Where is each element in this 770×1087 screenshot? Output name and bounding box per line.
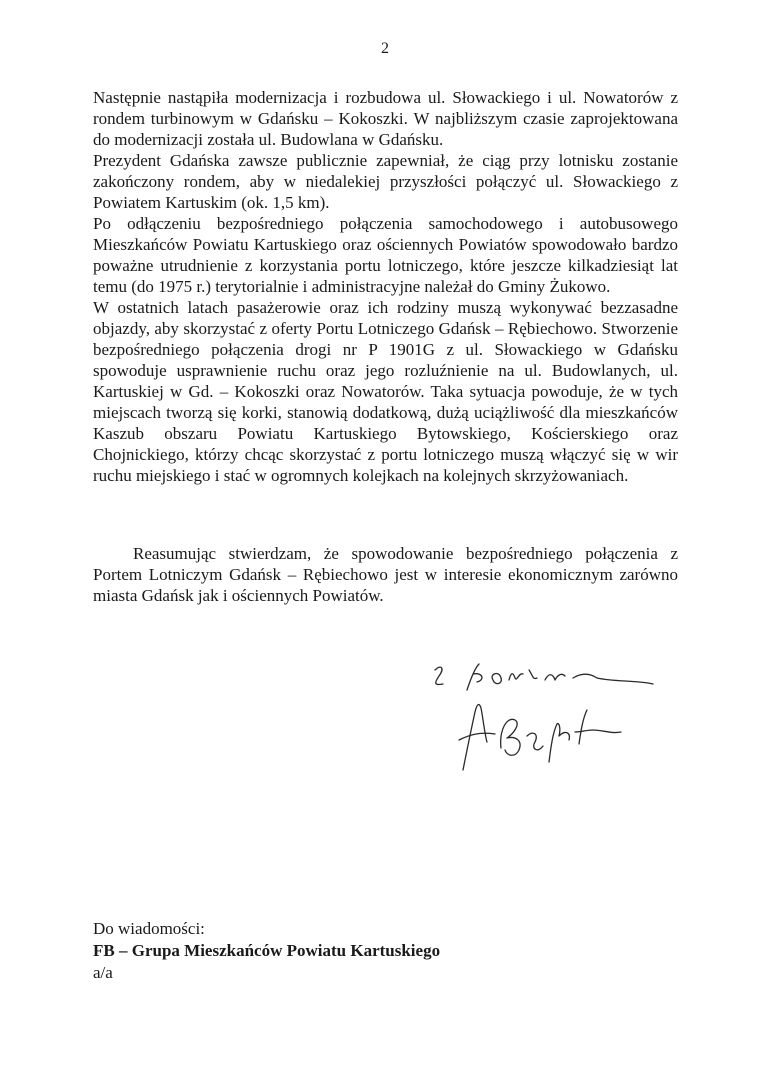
cc-file-note: a/a xyxy=(93,963,113,982)
cc-heading: Do wiadomości: xyxy=(93,919,205,938)
paragraph: W ostatnich latach pasażerowie oraz ich rodziny muszą wykonywać bezzasadne objazdy, aby skorzystać z oferty Portu Lotniczego Gdańsk – Rębiechowo. Stworzenie bezpośredniego połączenia drogi nr P 1901G z ul. Słowackiego w Gdańsku spowoduje usprawnienie ruchu oraz jego rozluźnienie na ul. Budowlanych, ul. Kartuskiej w Gd. – Kokoszki oraz Nowatorów. Taka sytuacja powoduje, że w tych miejscach tworzą się korki, stanowią dodatkową, dużą uciążliwość dla mieszkańców Kaszub obszaru Powiatu Kartuskiego Bytowskiego, Kościerskiego oraz Chojnickiego, którzy chcąc skorzystać z portu lotniczego muszą włączyć się w wir ruchu miejskiego i stać w ogromnych kolejkach na kolejnych skrzyżowaniach. xyxy=(93,298,678,485)
paragraph: Po odłączeniu bezpośredniego połączenia samochodowego i autobusowego Mieszkańców Powiatu Kartuskiego oraz ościennych Powiatów spowodowało bardzo poważne utrudnienie z korzystania portu lotniczego, które jeszcze kilkadziesiąt lat temu (do 1975 r.) terytorialnie i administracyjne należał do Gminy Żukowo. xyxy=(93,214,678,296)
paragraph: Następnie nastąpiła modernizacja i rozbudowa ul. Słowackiego i ul. Nowatorów z rondem turbinowym w Gdańsku – Kokoszki. W najbliższym czasie zaprojektowana do modernizacji została ul. Budowlana w Gdańsku. xyxy=(93,88,678,149)
cc-block xyxy=(93,918,440,984)
closing-paragraph: Reasumując stwierdzam, że spowodowanie bezpośredniego połączenia z Portem Lotniczym Gdańsk – Rębiechowo jest w interesie ekonomicznym zarówno miasta Gdańsk jak i ościennych Powiatów. xyxy=(93,544,678,605)
letter-body xyxy=(93,87,678,486)
handwritten-signature xyxy=(415,650,675,780)
cc-recipient: FB – Grupa Mieszkańców Powiatu Kartuskiego xyxy=(93,941,441,960)
page-number: 2 xyxy=(381,40,389,57)
paragraph: Prezydent Gdańska zawsze publicznie zapewniał, że ciąg przy lotnisku zostanie zakończony rondem, aby w niedalekiej przyszłości połączyć ul. Słowackiego z Powiatem Kartuskim (ok. 1,5 km). xyxy=(93,151,678,212)
